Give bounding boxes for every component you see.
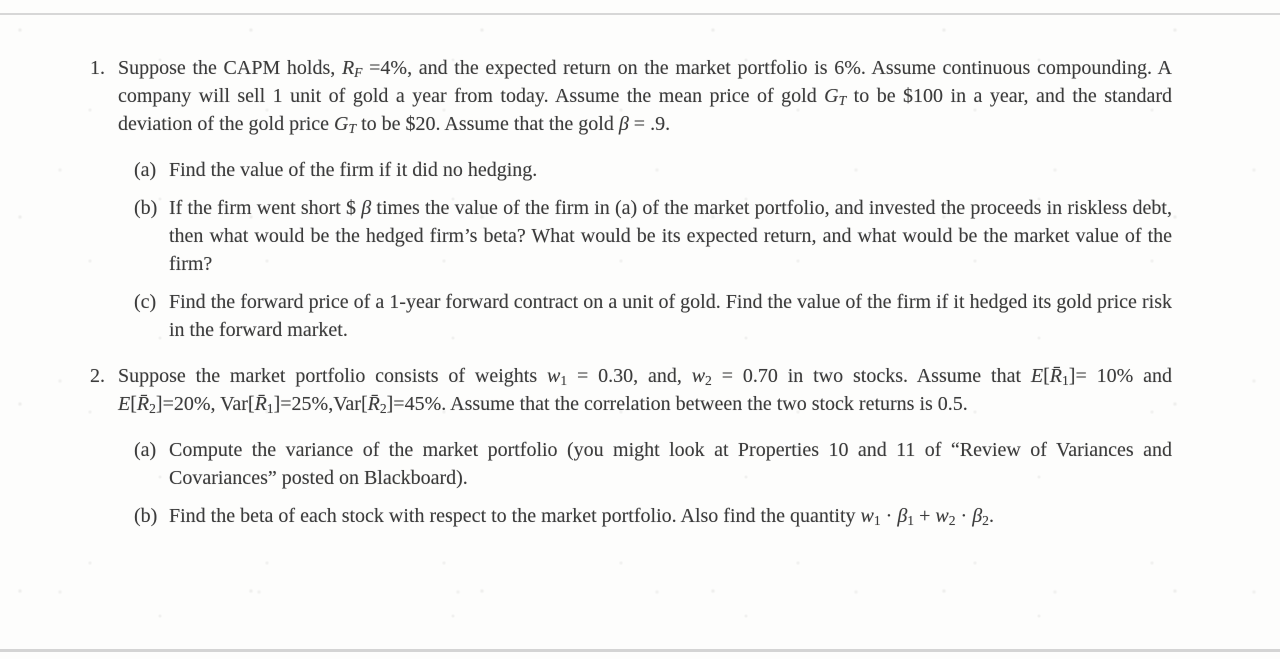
problem-set: [90, 54, 1172, 530]
problem-1-part-c: [118, 288, 1172, 344]
part-label: (c): [134, 291, 157, 313]
part-text: Find the value of the firm if it did no hedging.: [169, 159, 538, 181]
problem-2-number: 2.: [90, 365, 105, 387]
part-text: If the firm went short $ β times the value of the firm in (a) of the market portfolio, and invested the proceeds in riskless debt, then what would be the hedged firm’s beta? What would be its expected return, and what would be the market value of the firm?: [169, 197, 1172, 275]
top-divider: [0, 13, 1280, 15]
problem-1: [90, 54, 1172, 344]
problem-1-intro: Suppose the CAPM holds, $R_F =4\%$, and the expected return on the market portfolio is 6%. Assume continuous compounding. A company will sell 1 unit of gold a year from today. Assume the mean price of gold $G_T$ to be $100 in a year, and the standard deviation of the gold price $G_T$ to be $20. Assume that the gold β = .9.: [118, 57, 1172, 137]
part-label: (b): [134, 197, 158, 219]
part-text: Find the beta of each stock with respect to the market portfolio. Also find the quantity $w_1 \cdot \beta_1 + w_2 \cdot \beta_2$.: [169, 505, 994, 529]
part-text: Compute the variance of the market portfolio (you might look at Properties 10 and 11 of “Review of Variances and Covariances” posted on Blackboard).: [169, 439, 1172, 489]
problem-2-part-b: [118, 502, 1172, 530]
part-label: (b): [134, 505, 158, 527]
part-label: (a): [134, 159, 157, 181]
problem-2-part-a: [118, 436, 1172, 492]
part-label: (a): [134, 439, 157, 461]
bottom-divider: [0, 649, 1280, 652]
problem-2: [90, 362, 1172, 530]
problem-2-intro: Suppose the market portfolio consists of weights $w_1 = 0.30$, and, $w_2 = 0.70$ in two stocks. Assume that $E[R̄_1]= 10\%$ and $E[R̄_2]=20\%$, $Var[R̄_1]=25\%,Var[R̄_2]=45\%$. Assume that the correlation between the two stock returns is 0.5.: [118, 365, 1172, 417]
problem-1-parts: [118, 156, 1172, 344]
problem-2-parts: [118, 436, 1172, 530]
problem-1-body: [118, 54, 1172, 344]
problem-1-number: 1.: [90, 57, 105, 79]
part-text: Find the forward price of a 1-year forward contract on a unit of gold. Find the value of the firm if it hedged its gold price risk in the forward market.: [169, 291, 1172, 341]
problem-2-body: [118, 362, 1172, 530]
problem-1-part-a: [118, 156, 1172, 184]
problem-1-part-b: [118, 194, 1172, 278]
